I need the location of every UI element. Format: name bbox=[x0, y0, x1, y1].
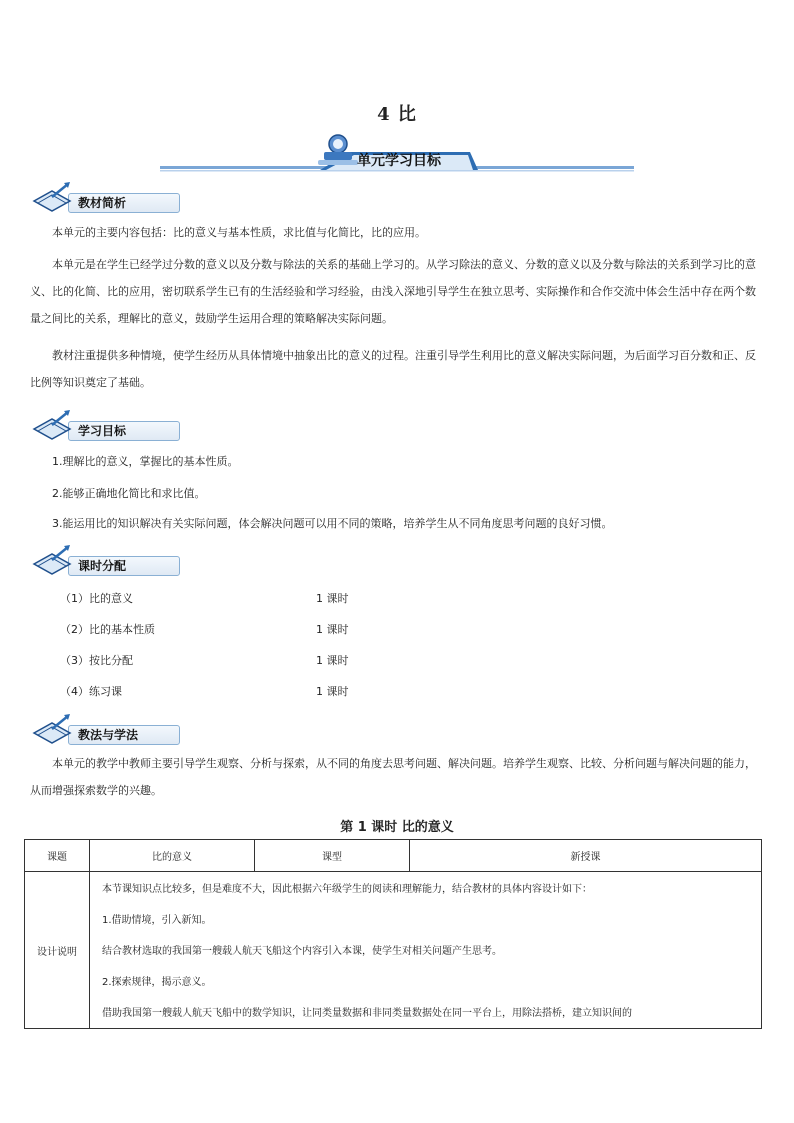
section-heading-schedule bbox=[30, 544, 180, 580]
section-heading-goals bbox=[30, 409, 180, 445]
lesson-info-table bbox=[24, 839, 762, 1029]
design-line: 1.借助情境，引入新知。 bbox=[102, 915, 212, 926]
section-heading-label: 学习目标 bbox=[78, 424, 127, 438]
schedule-row bbox=[60, 652, 380, 668]
analysis-paragraph-3: 教材注重提供多种情境，使学生经历从具体情境中抽象出比的意义的过程。注重引导学生利用比的意义解决实际问题，为后面学习百分数和正、反比例等知识奠定了基础。 bbox=[30, 349, 756, 389]
design-row bbox=[25, 872, 762, 1029]
design-line: 本节课知识点比较多，但是难度不大，因此根据六年级学生的阅读和理解能力，结合教材的具体内容设计如下： bbox=[102, 884, 592, 895]
methods-paragraph: 本单元的教学中教师主要引导学生观察、分析与探索，从不同的角度去思考问题、解决问题。培养学生观察、比较、分析问题与解决问题的能力，从而增强探索数学的兴趣。 bbox=[30, 757, 756, 797]
schedule-row bbox=[60, 621, 380, 637]
goal-item-2: 2.能够正确地化简比和求比值。 bbox=[52, 487, 206, 500]
lesson-title: 第 1 课时 比的意义 bbox=[340, 820, 454, 835]
schedule-item-name: （1）比的意义 bbox=[60, 592, 133, 605]
design-line: 借助我国第一艘载人航天飞船中的数学知识，让同类量数据和非同类量数据处在同一平台上，用除法搭桥，建立知识间的 bbox=[102, 1008, 632, 1019]
design-content-cell bbox=[90, 872, 762, 1029]
section-heading-label: 教法与学法 bbox=[78, 728, 139, 742]
book-arrow-icon bbox=[30, 713, 76, 749]
schedule-item-name: （2）比的基本性质 bbox=[60, 623, 155, 636]
schedule-item-hours: 1 课时 bbox=[316, 623, 349, 636]
schedule-item-hours: 1 课时 bbox=[316, 592, 349, 605]
book-arrow-icon bbox=[30, 544, 76, 580]
type-value-cell: 新授课 bbox=[410, 840, 762, 872]
analysis-paragraph-1: 本单元的主要内容包括：比的意义与基本性质，求比值与化简比，比的应用。 bbox=[52, 226, 426, 239]
schedule-row bbox=[60, 683, 380, 699]
goal-item-1: 1.理解比的意义，掌握比的基本性质。 bbox=[52, 455, 239, 468]
schedule-row bbox=[60, 590, 380, 606]
schedule-item-hours: 1 课时 bbox=[316, 685, 349, 698]
design-label-cell: 设计说明 bbox=[25, 872, 90, 1029]
design-line: 2.探索规律，揭示意义。 bbox=[102, 977, 212, 988]
section-heading-label: 课时分配 bbox=[78, 559, 127, 573]
section-heading-analysis bbox=[30, 181, 180, 217]
schedule-item-name: （4）练习课 bbox=[60, 685, 122, 698]
topic-value-cell: 比的意义 bbox=[90, 840, 255, 872]
unit-goals-banner bbox=[160, 130, 634, 174]
table-header-row bbox=[25, 840, 762, 872]
topic-label-cell: 课题 bbox=[25, 840, 90, 872]
schedule-item-hours: 1 课时 bbox=[316, 654, 349, 667]
book-arrow-icon bbox=[30, 409, 76, 445]
book-arrow-icon bbox=[30, 181, 76, 217]
analysis-paragraph-2: 本单元是在学生已经学过分数的意义以及分数与除法的关系的基础上学习的。从学习除法的意义、分数的意义以及分数与除法的关系到学习比的意义、比的化简、比的应用，密切联系学生已有的生活经验和学习经验，由浅入深地引导学生在独立思考、实际操作和合作交流中体会生活中存在两个数量之间比的关系，理解比的意义，鼓励学生运用合理的策略解决实际问题。 bbox=[30, 258, 756, 325]
schedule-item-name: （3）按比分配 bbox=[60, 654, 133, 667]
unit-title: 4 比 bbox=[377, 104, 417, 125]
goal-item-3: 3.能运用比的知识解决有关实际问题，体会解决问题可以用不同的策略，培养学生从不同角度思考问题的良好习惯。 bbox=[52, 517, 613, 530]
section-heading-label: 教材简析 bbox=[78, 196, 127, 210]
banner-text: 单元学习目标 bbox=[357, 153, 441, 169]
design-line: 结合教材选取的我国第一艘载人航天飞船这个内容引入本课，使学生对相关问题产生思考。 bbox=[102, 946, 502, 957]
type-label-cell: 课型 bbox=[255, 840, 410, 872]
astronaut-icon bbox=[318, 135, 358, 165]
section-heading-methods bbox=[30, 713, 180, 749]
